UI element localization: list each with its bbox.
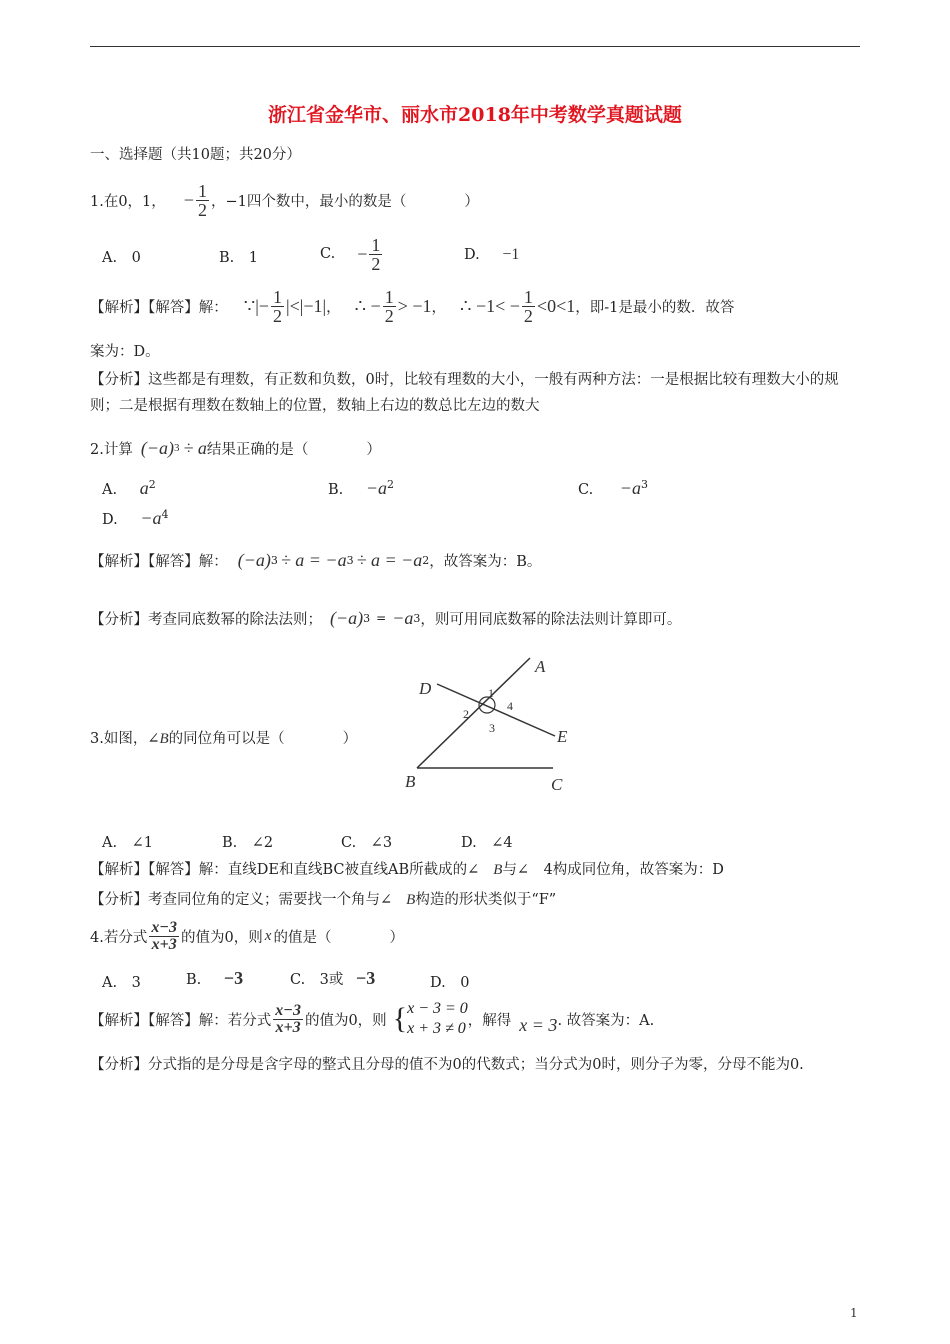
- q4-solution: [90, 994, 654, 1044]
- q4-option-c-label: C. 3或: [290, 972, 344, 988]
- q2-expr-div: ÷ a: [183, 437, 207, 458]
- q2-option-b-label: B.: [328, 482, 344, 498]
- angle-3: 3: [489, 721, 495, 735]
- q1-neg-sign: −: [183, 189, 194, 210]
- q4-solution-tail: . 故答案为：A.: [557, 1012, 655, 1029]
- q1-half-num: 1: [197, 180, 207, 201]
- q4-equation-system: [393, 999, 468, 1039]
- q3-option-d: D. ∠4: [461, 835, 513, 851]
- q1-option-d: [464, 246, 519, 264]
- q3-solution-b: B: [493, 862, 503, 878]
- q1-sol-tail: ，即-1是最小的数．故答: [575, 299, 735, 316]
- q4-stem-frac-num: x−3: [151, 918, 178, 936]
- q3-option-a: A. ∠1: [102, 835, 153, 851]
- q2-sol-m2: ÷ a = −a: [280, 549, 347, 570]
- angle-4: 4: [507, 699, 513, 713]
- q1-analysis: 【分析】这些都是有理数，有正数和负数，0时，比较有理数的大小，一般有两种方法：一是根据比较有理数大小的规则；二是根据有理数在数轴上的位置，数轴上右边的数总比左边的数大: [90, 372, 839, 414]
- q1-option-c-num: 1: [371, 234, 381, 255]
- q2-ana-eq: =: [376, 611, 387, 625]
- q2-expr-base: (−a): [140, 437, 174, 458]
- q1-sol-frac2: [383, 288, 396, 325]
- q1-sol-frac1: [271, 288, 284, 325]
- q1-sol-frac2-den: 2: [384, 305, 394, 326]
- q2-stem-post: 结果正确的是（ ）: [206, 441, 381, 458]
- q2-sol-e1: 3: [270, 553, 278, 567]
- q4-option-b-label: B.: [186, 972, 202, 988]
- q1-sol-frac3-den: 2: [523, 305, 533, 326]
- q1-sol-frac3-num: 1: [523, 286, 533, 307]
- q4-solution-label: 【解析】【解答】解：若分式: [90, 1012, 272, 1029]
- q4-option-c-value: −3: [356, 968, 376, 988]
- q2-option-a-label: A.: [102, 482, 118, 498]
- q1-sol-frac2-num: 1: [384, 286, 394, 307]
- q4-stem: [90, 914, 404, 958]
- page-number: 1: [850, 1306, 858, 1320]
- q2-option-d: [102, 508, 168, 529]
- q1-sol-math2a: ∴ −: [354, 295, 381, 316]
- section-heading: 一、选择题（共10题；共20分）: [90, 147, 301, 163]
- q2-option-c-label: C.: [578, 482, 594, 498]
- q4-solution-mid: 的值为0，则: [304, 1012, 387, 1029]
- q1-solution-line2: 案为：D。: [90, 344, 160, 360]
- q3-stem: [90, 727, 357, 748]
- label-a: A: [535, 657, 546, 676]
- q2-ana-tail: ，则可用同底数幂的除法法则计算即可。: [420, 611, 682, 628]
- q1-half-fraction: [196, 182, 209, 219]
- q1-sol-math1b: |<|−1|: [285, 295, 327, 316]
- q1-option-c: [320, 232, 384, 276]
- q2-option-a-exp: 2: [148, 478, 156, 492]
- q3-stem-pre: 3.如图，∠: [90, 731, 160, 747]
- line-ab: [417, 658, 530, 768]
- q4-sol-frac-num: x−3: [275, 1001, 301, 1019]
- q2-ana-m2: −a: [392, 607, 414, 628]
- q1-stem: [90, 178, 479, 222]
- q4-stem-frac-den: x+3: [151, 935, 177, 953]
- q1-sol-math1a: ∵|−: [243, 295, 269, 316]
- q3-option-b: B. ∠2: [222, 835, 274, 851]
- q4-option-d: D. 0: [430, 975, 470, 991]
- label-b: B: [405, 772, 416, 791]
- q1-solution-label: 【解析】【解答】解：: [90, 299, 228, 316]
- q1-half-den: 2: [197, 199, 207, 220]
- q1-stem-pre: 1.在0，1，: [90, 193, 166, 210]
- q4-sol-frac-den: x+3: [275, 1018, 301, 1036]
- q2-option-d-label: D.: [102, 512, 118, 528]
- q4-stem-mid: 的值为0，则: [181, 929, 263, 946]
- q1-option-c-den: 2: [371, 253, 381, 274]
- q2-solution: [90, 540, 541, 580]
- q3-solution-pre: 【解析】【解答】解：直线DE和直线BC被直线AB所截成的∠: [90, 862, 480, 878]
- q2-sol-m1: (−a): [237, 549, 271, 570]
- q1-option-b: B. 1: [219, 250, 258, 266]
- q2-solution-label: 【解析】【解答】解：: [90, 553, 228, 570]
- left-brace-icon: {: [392, 1002, 408, 1035]
- q4-solution-after: ，解得: [467, 1012, 512, 1029]
- q4-system-eq2: x + 3 ≠ 0: [407, 1020, 466, 1037]
- q2-expr-exp: 3: [173, 442, 180, 454]
- page-title: 浙江省金华市、丽水市2018年中考数学真题试题: [268, 104, 682, 126]
- q1-option-d-label: D.: [464, 247, 480, 263]
- q2-option-c-exp: 3: [640, 478, 648, 492]
- q1-sol-math2b: > −1: [397, 295, 432, 316]
- q3-stem-b: B: [159, 731, 169, 747]
- q2-option-c: [578, 478, 648, 499]
- q3-analysis-b: B: [406, 892, 416, 908]
- q1-stem-post: ，−1四个数中，最小的数是（ ）: [210, 193, 479, 210]
- q2-option-c-base: −a: [619, 478, 641, 498]
- q2-ana-e1: 3: [363, 611, 371, 625]
- q2-option-a-base: a: [139, 478, 149, 498]
- q2-analysis: [90, 598, 681, 638]
- q4-option-a: A. 3: [102, 975, 141, 991]
- q1-sol-frac3: [522, 288, 535, 325]
- angle-2: 2: [463, 707, 469, 721]
- angle-1: 1: [488, 686, 494, 700]
- q4-stem-pre: 4.若分式: [90, 929, 148, 946]
- label-c: C: [551, 775, 563, 794]
- q4-analysis: 【分析】分式指的是分母是含字母的整式且分母的值不为0的代数式；当分式为0时，则分子为零，分母不能为0.: [90, 1057, 804, 1073]
- q1-sol-math3b: <0<1: [536, 295, 576, 316]
- q1-sol-frac1-num: 1: [272, 286, 282, 307]
- q1-option-c-fraction: [369, 236, 382, 273]
- q2-stem: [90, 428, 381, 468]
- q3-solution-post: 与∠ 4构成同位角，故答案为：D: [502, 862, 724, 878]
- q2-option-a: [102, 478, 156, 499]
- q2-option-b: [328, 478, 394, 499]
- q2-stem-pre: 2.计算: [90, 441, 133, 458]
- header-rule: [90, 46, 860, 47]
- q1-sol-math3a: ∴ −1< −: [460, 295, 520, 316]
- q1-sol-frac1-den: 2: [272, 305, 282, 326]
- q4-stem-fraction: [149, 920, 179, 953]
- q3-analysis-pre: 【分析】考查同位角的定义；需要找一个角与∠: [90, 892, 393, 908]
- q1-option-c-neg: −: [357, 243, 368, 264]
- q2-option-d-base: −a: [140, 508, 162, 528]
- q4-solution-answer: x = 3: [519, 1014, 558, 1035]
- q1-option-d-value: −1: [502, 246, 520, 263]
- q3-solution: [90, 858, 724, 879]
- q2-option-d-exp: 4: [161, 508, 169, 522]
- q2-option-b-base: −a: [365, 478, 388, 498]
- q4-stem-var: x: [264, 927, 272, 944]
- q4-option-b-value: −3: [223, 968, 244, 988]
- q2-sol-tail: ，故答案为：B。: [429, 553, 542, 570]
- q4-sol-fraction: [273, 1003, 303, 1036]
- q1-sol-comma1: ，: [326, 299, 341, 316]
- q2-analysis-label: 【分析】考查同底数幂的除法法则；: [90, 611, 322, 628]
- q4-stem-post: 的值是（ ）: [273, 929, 404, 946]
- q3-option-c: C. ∠3: [341, 835, 393, 851]
- q2-sol-e2: 3: [346, 553, 354, 567]
- label-d: D: [419, 679, 432, 698]
- q2-ana-e2: 3: [413, 611, 421, 625]
- q4-system-eq1: x − 3 = 0: [407, 1000, 468, 1017]
- label-e: E: [557, 727, 568, 746]
- q1-option-c-label: C.: [320, 246, 336, 262]
- q2-option-b-exp: 2: [387, 478, 395, 492]
- q3-analysis: [90, 888, 556, 909]
- q2-ana-m1: (−a): [330, 607, 364, 628]
- q4-option-c: [290, 968, 375, 989]
- q3-figure: [395, 650, 585, 800]
- q1-solution-line1: [90, 284, 734, 328]
- q1-sol-comma2: ，: [431, 299, 447, 316]
- q3-stem-post: 的同位角可以是（ ）: [168, 731, 358, 747]
- q1-option-a: A. 0: [102, 250, 141, 266]
- q3-analysis-post: 构造的形状类似于“F”: [415, 892, 557, 908]
- q4-option-b: [186, 968, 243, 989]
- q2-sol-e3: 2: [422, 553, 430, 567]
- q2-sol-m3: ÷ a = −a: [356, 549, 423, 570]
